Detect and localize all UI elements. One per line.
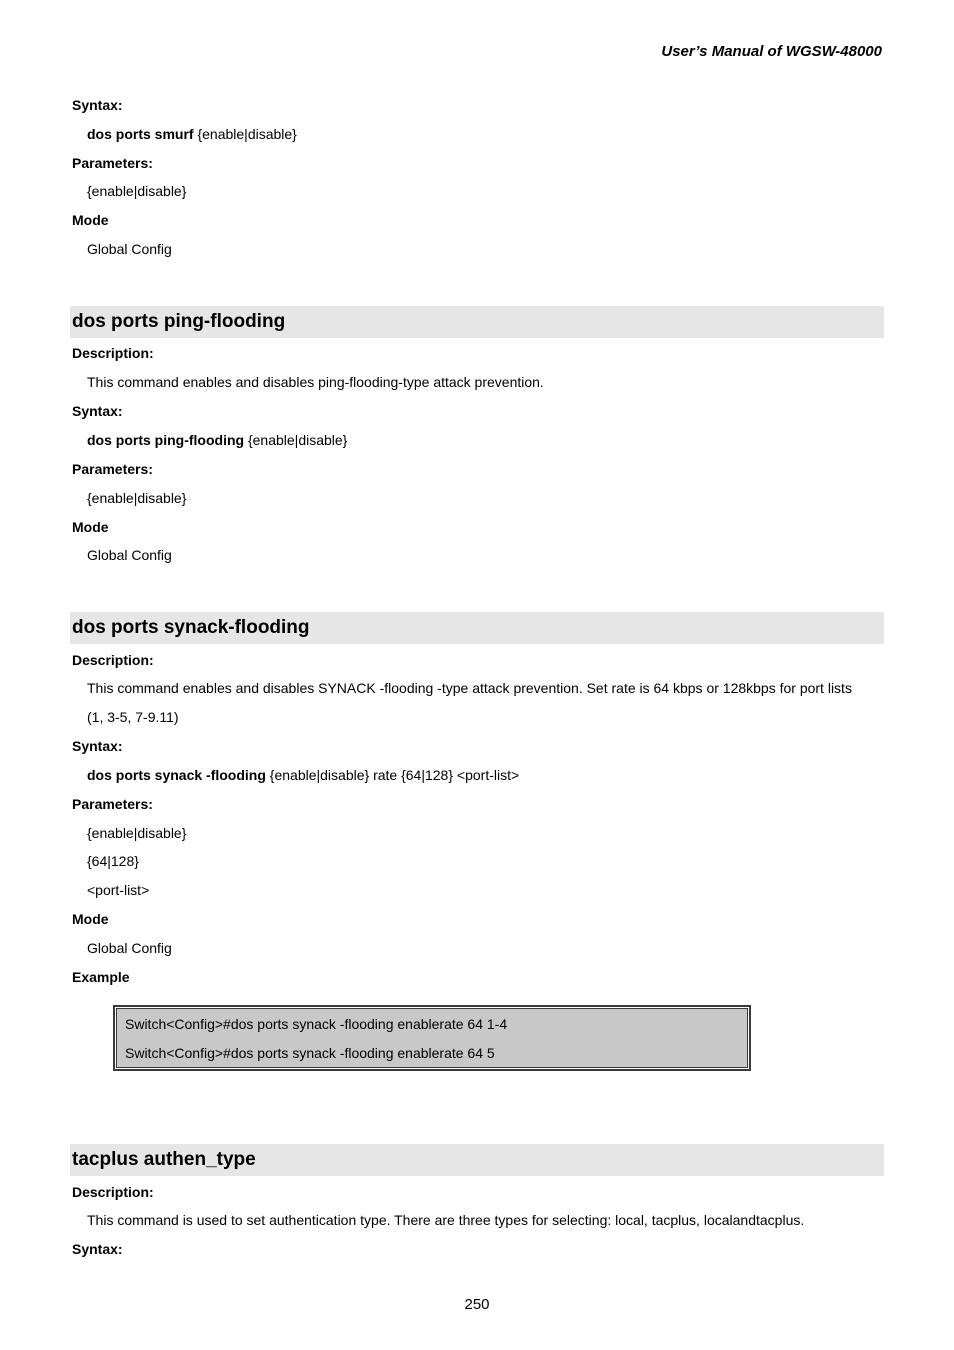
ping-description: This command enables and disables ping-flooding-type attack prevention. <box>87 374 544 390</box>
ping-syntax-command: dos ports ping-flooding <box>87 432 245 448</box>
smurf-mode-value: Global Config <box>87 241 172 257</box>
ping-mode-label: Mode <box>72 519 109 535</box>
smurf-param-1: {enable|disable} <box>87 183 187 199</box>
synack-param-1: {enable|disable} <box>87 825 187 841</box>
ping-title: dos ports ping-flooding <box>72 311 286 332</box>
synack-param-2: {64|128} <box>87 853 139 869</box>
synack-parameters-label: Parameters: <box>72 796 153 812</box>
section-heading-synack-flooding <box>70 612 884 644</box>
synack-syntax-label: Syntax: <box>72 738 123 754</box>
tacplus-title: tacplus authen_type <box>72 1149 256 1170</box>
smurf-syntax <box>87 125 297 143</box>
smurf-syntax-args: {enable|disable} <box>193 126 297 142</box>
synack-title: dos ports synack-flooding <box>72 617 310 638</box>
ping-parameters-label: Parameters: <box>72 461 153 477</box>
synack-param-3: <port-list> <box>87 882 150 898</box>
ping-param-1: {enable|disable} <box>87 490 187 506</box>
synack-description-line-2: (1, 3-5, 7-9.11) <box>87 709 179 725</box>
example-line-1: Switch<Config>#dos ports synack -flooding enablerate 64 1-4 <box>125 1016 508 1032</box>
synack-syntax-args: {enable|disable} rate {64|128} <port-list> <box>265 767 520 783</box>
synack-example-label: Example <box>72 969 130 985</box>
section-heading-ping-flooding <box>70 306 884 338</box>
tacplus-syntax-label: Syntax: <box>72 1241 123 1257</box>
example-line-2: Switch<Config>#dos ports synack -flooding enablerate 64 5 <box>125 1045 495 1061</box>
synack-syntax <box>87 766 519 784</box>
ping-syntax-args: {enable|disable} <box>244 432 348 448</box>
page-number: 250 <box>464 1296 490 1313</box>
ping-mode-value: Global Config <box>87 547 172 563</box>
smurf-syntax-command: dos ports smurf <box>87 126 194 142</box>
synack-mode-value: Global Config <box>87 940 172 956</box>
synack-description-line-1: This command enables and disables SYNACK -flooding -type attack prevention. Set rate is 64 kbps or 128kbps for port lists <box>87 680 852 696</box>
ping-syntax <box>87 431 347 449</box>
tacplus-description-label: Description: <box>72 1184 154 1200</box>
ping-description-label: Description: <box>72 345 154 361</box>
synack-description-label: Description: <box>72 652 154 668</box>
synack-mode-label: Mode <box>72 911 109 927</box>
section-heading-tacplus-authen-type <box>70 1144 884 1176</box>
smurf-syntax-label: Syntax: <box>72 97 123 113</box>
running-header: User’s Manual of WGSW-48000 <box>661 43 882 60</box>
ping-syntax-label: Syntax: <box>72 403 123 419</box>
tacplus-description: This command is used to set authentication type. There are three types for selecting: local, tacplus, localandtacplus. <box>87 1212 805 1228</box>
example-code-box <box>113 1005 751 1071</box>
smurf-parameters-label: Parameters: <box>72 155 153 171</box>
smurf-mode-label: Mode <box>72 212 109 228</box>
synack-syntax-command: dos ports synack -flooding <box>87 767 266 783</box>
